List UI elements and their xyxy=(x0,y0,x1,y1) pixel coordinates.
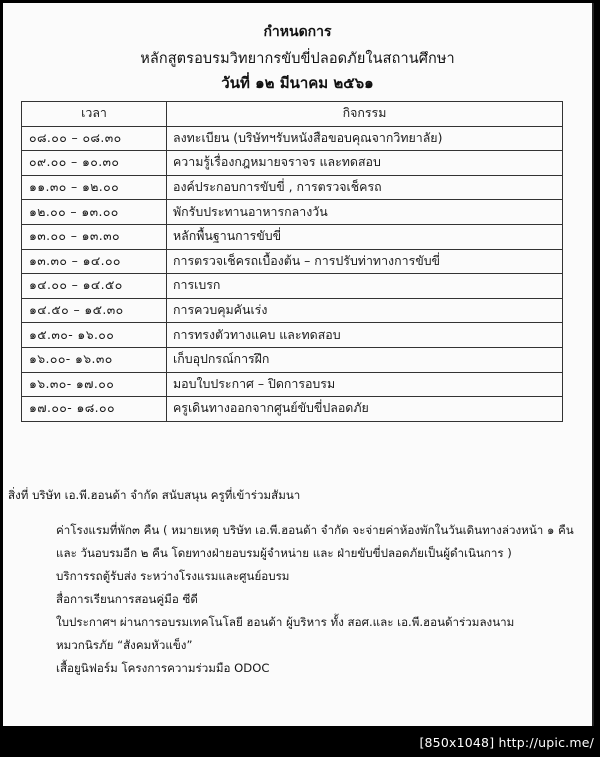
note-item-uniform: เสื้อยูนิฟอร์ม โครงการความร่วมมือ ODOC xyxy=(56,661,270,675)
note-item-materials: สื่อการเรียนการสอนคู่มือ ซีดี xyxy=(56,592,198,606)
row-activity: ลงทะเบียน (บริษัทฯรับหนังสือขอบคุณจากวิทยาลัย) xyxy=(167,126,563,151)
row-activity: การควบคุมคันเร่ง xyxy=(167,298,563,323)
note-item-hotel xyxy=(56,519,588,565)
row-time: ๐๘.๐๐ – ๐๘.๓๐ xyxy=(22,126,167,151)
row-time: ๑๑.๓๐ – ๑๒.๐๐ xyxy=(22,175,167,200)
table-row xyxy=(22,175,563,200)
table-row xyxy=(22,224,563,249)
note-item-helmet: หมวกนิรภัย “สังคมหัวแข็ง” xyxy=(56,638,193,652)
table-row xyxy=(22,274,563,299)
table-row xyxy=(22,151,563,176)
row-time: ๑๓.๓๐ – ๑๔.๐๐ xyxy=(22,249,167,274)
row-time: ๑๗.๐๐- ๑๘.๐๐ xyxy=(22,397,167,422)
table-row xyxy=(22,397,563,422)
notes-intro: สิ่งที่ บริษัท เอ.พี.ฮอนด้า จำกัด สนับสนุน ครูที่เข้าร่วมสัมนา xyxy=(8,488,301,502)
row-activity: หลักพื้นฐานการขับขี่ xyxy=(167,224,563,249)
row-activity: มอบใบประกาศ – ปิดการอบรม xyxy=(167,372,563,397)
row-activity: องค์ประกอบการขับขี่ , การตรวจเช็ครถ xyxy=(167,175,563,200)
table-row xyxy=(22,372,563,397)
schedule-header-row xyxy=(22,102,563,127)
row-time: ๑๔.๐๐ – ๑๔.๕๐ xyxy=(22,274,167,299)
note-line-continued: และ วันอบรมอีก ๒ คืน โดยทางฝ่ายอบรมผู้จำหน่าย และ ฝ่ายขับขี่ปลอดภัยเป็นผู้ดำเนินการ ) xyxy=(56,546,512,560)
schedule-table xyxy=(21,101,563,422)
note-item-certificate: ใบประกาศฯ ผ่านการอบรมเทคโนโลยี ฮอนด้า ผู้บริหาร ทั้ง สอศ.และ เอ.พี.ฮอนด้าร่วมลงนาม xyxy=(56,615,515,629)
document-subtitle: หลักสูตรอบรมวิทยากรขับขี่ปลอดภัยในสถานศึกษา xyxy=(140,51,455,67)
table-row xyxy=(22,347,563,372)
row-activity: การทรงตัวทางแคบ และทดสอบ xyxy=(167,323,563,348)
document-date: วันที่ ๑๒ มีนาคม ๒๕๖๑ xyxy=(221,74,374,92)
row-activity: เก็บอุปกรณ์การฝึก xyxy=(167,347,563,372)
table-row xyxy=(22,200,563,225)
header-time: เวลา xyxy=(22,102,167,127)
row-activity: พักรับประทานอาหารกลางวัน xyxy=(167,200,563,225)
row-activity: การตรวจเช็ครถเบื้องต้น – การปรับท่าทางการขับขี่ xyxy=(167,249,563,274)
table-row xyxy=(22,249,563,274)
watermark-text: [850x1048] http://upic.me/ xyxy=(419,735,594,750)
table-row xyxy=(22,126,563,151)
row-time: ๑๖.๐๐- ๑๖.๓๐ xyxy=(22,347,167,372)
row-time: ๑๒.๐๐ – ๑๓.๐๐ xyxy=(22,200,167,225)
table-row xyxy=(22,298,563,323)
row-time: ๐๙.๐๐ – ๑๐.๓๐ xyxy=(22,151,167,176)
row-time: ๑๕.๓๐- ๑๖.๐๐ xyxy=(22,323,167,348)
row-activity: การเบรก xyxy=(167,274,563,299)
document-title: กำหนดการ xyxy=(263,24,332,40)
row-time: ๑๓.๐๐ – ๑๓.๓๐ xyxy=(22,224,167,249)
note-item-shuttle: บริการรถตู้รับส่ง ระหว่างโรงแรมและศูนย์อบรม xyxy=(56,569,290,583)
row-activity: ครูเดินทางออกจากศูนย์ขับขี่ปลอดภัย xyxy=(167,397,563,422)
table-row xyxy=(22,323,563,348)
row-time: ๑๖.๓๐- ๑๗.๐๐ xyxy=(22,372,167,397)
note-line: ค่าโรงแรมที่พัก๓ คืน ( หมายเหตุ บริษัท เอ.พี.ฮอนด้า จำกัด จะจ่ายค่าห้องพักในวันเดินทางล่วงหน้า ๑ คืน xyxy=(56,523,574,537)
sponsorship-notes xyxy=(8,487,588,680)
row-activity: ความรู้เรื่องกฎหมายจราจร และทดสอบ xyxy=(167,151,563,176)
row-time: ๑๔.๕๐ – ๑๕.๓๐ xyxy=(22,298,167,323)
header-activity: กิจกรรม xyxy=(167,102,563,127)
